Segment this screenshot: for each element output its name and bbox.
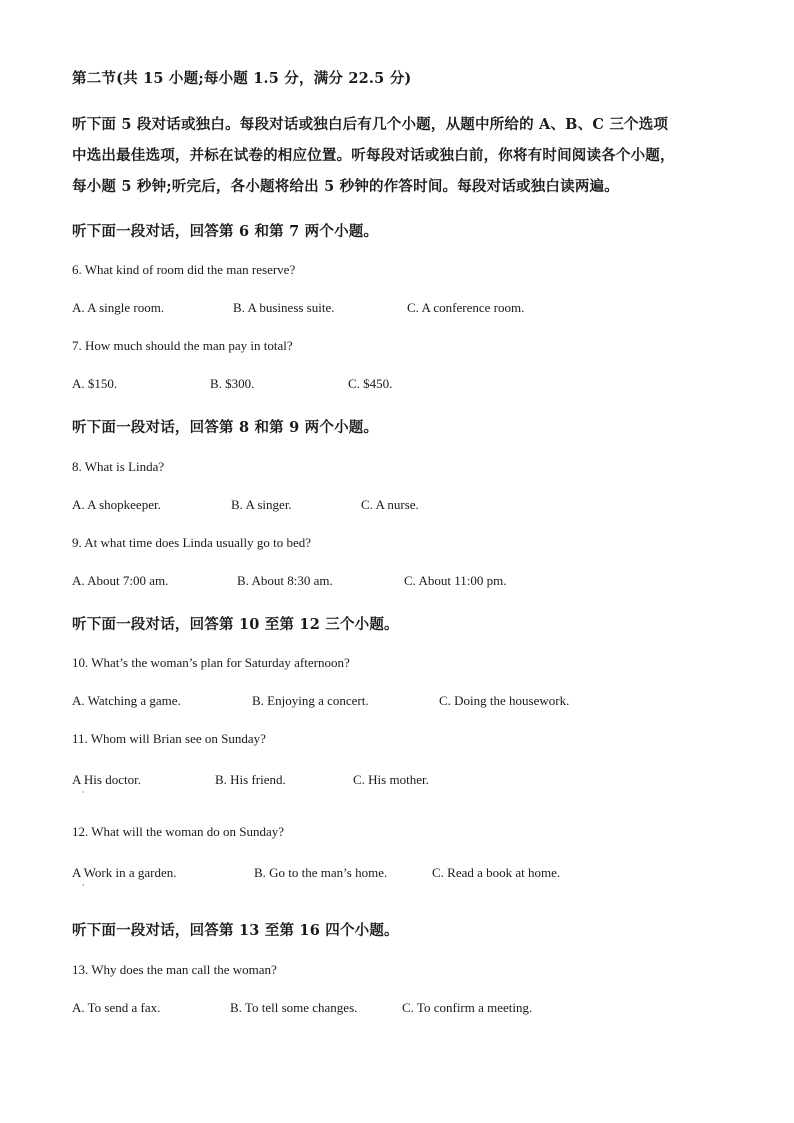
option-7b: B. $300.	[210, 376, 255, 391]
option-13a: A. To send a fax.	[72, 1000, 161, 1015]
option-8c: C. A nurse.	[361, 497, 419, 512]
option-10a: A. Watching a game.	[72, 693, 181, 708]
instructions-line-3: 每小题 5 秒钟;听完后，各小题将给出 5 秒钟的作答时间。每段对话或独白读两遍。	[72, 178, 619, 195]
option-13c: C. To confirm a meeting.	[402, 1000, 533, 1015]
option-9c: C. About 11:00 pm.	[404, 573, 507, 588]
option-7a: A. $150.	[72, 376, 118, 391]
group-heading-4: 听下面一段对话，回答第 13 至第 16 四个小题。	[72, 922, 399, 939]
option-8a: A. A shopkeeper.	[72, 497, 161, 512]
option-6b: B. A business suite.	[233, 300, 335, 315]
option-12c: C. Read a book at home.	[432, 865, 561, 880]
option-10b: B. Enjoying a concert.	[252, 693, 369, 708]
instructions-line-2: 中选出最佳选项，并标在试卷的相应位置。听每段对话或独白前，你将有时间阅读各个小题，	[72, 147, 675, 164]
question-6: 6. What kind of room did the man reserve?	[72, 262, 296, 277]
punctuation-dot-icon: ·	[82, 788, 85, 797]
section-title: 第二节(共 15 小题;每小题 1.5 分，满分 22.5 分)	[72, 70, 412, 87]
group-heading-2: 听下面一段对话，回答第 8 和第 9 两个小题。	[72, 419, 379, 436]
question-13: 13. Why does the man call the woman?	[72, 962, 277, 977]
instructions-line-1: 听下面 5 段对话或独白。每段对话或独白后有几个小题，从题中所给的 A、B、C 三个选项	[72, 116, 669, 133]
option-11a: A His doctor.	[72, 772, 141, 787]
punctuation-dot-icon: ·	[82, 881, 85, 890]
option-13b: B. To tell some changes.	[230, 1000, 358, 1015]
option-11c: C. His mother.	[353, 772, 429, 787]
question-7: 7. How much should the man pay in total?	[72, 338, 293, 353]
option-12a: A Work in a garden.	[72, 865, 177, 880]
option-11b: B. His friend.	[215, 772, 286, 787]
group-heading-1: 听下面一段对话，回答第 6 和第 7 两个小题。	[72, 223, 379, 240]
option-6c: C. A conference room.	[407, 300, 525, 315]
option-7c: C. $450.	[348, 376, 393, 391]
question-11: 11. Whom will Brian see on Sunday?	[72, 731, 266, 746]
question-8: 8. What is Linda?	[72, 459, 165, 474]
option-9a: A. About 7:00 am.	[72, 573, 169, 588]
question-10: 10. What’s the woman’s plan for Saturday afternoon?	[72, 655, 350, 670]
option-9b: B. About 8:30 am.	[237, 573, 333, 588]
option-8b: B. A singer.	[231, 497, 292, 512]
option-10c: C. Doing the housework.	[439, 693, 570, 708]
question-12: 12. What will the woman do on Sunday?	[72, 824, 285, 839]
question-9: 9. At what time does Linda usually go to bed?	[72, 535, 312, 550]
group-heading-3: 听下面一段对话，回答第 10 至第 12 三个小题。	[72, 616, 399, 633]
option-6a: A. A single room.	[72, 300, 165, 315]
option-12b: B. Go to the man’s home.	[254, 865, 388, 880]
